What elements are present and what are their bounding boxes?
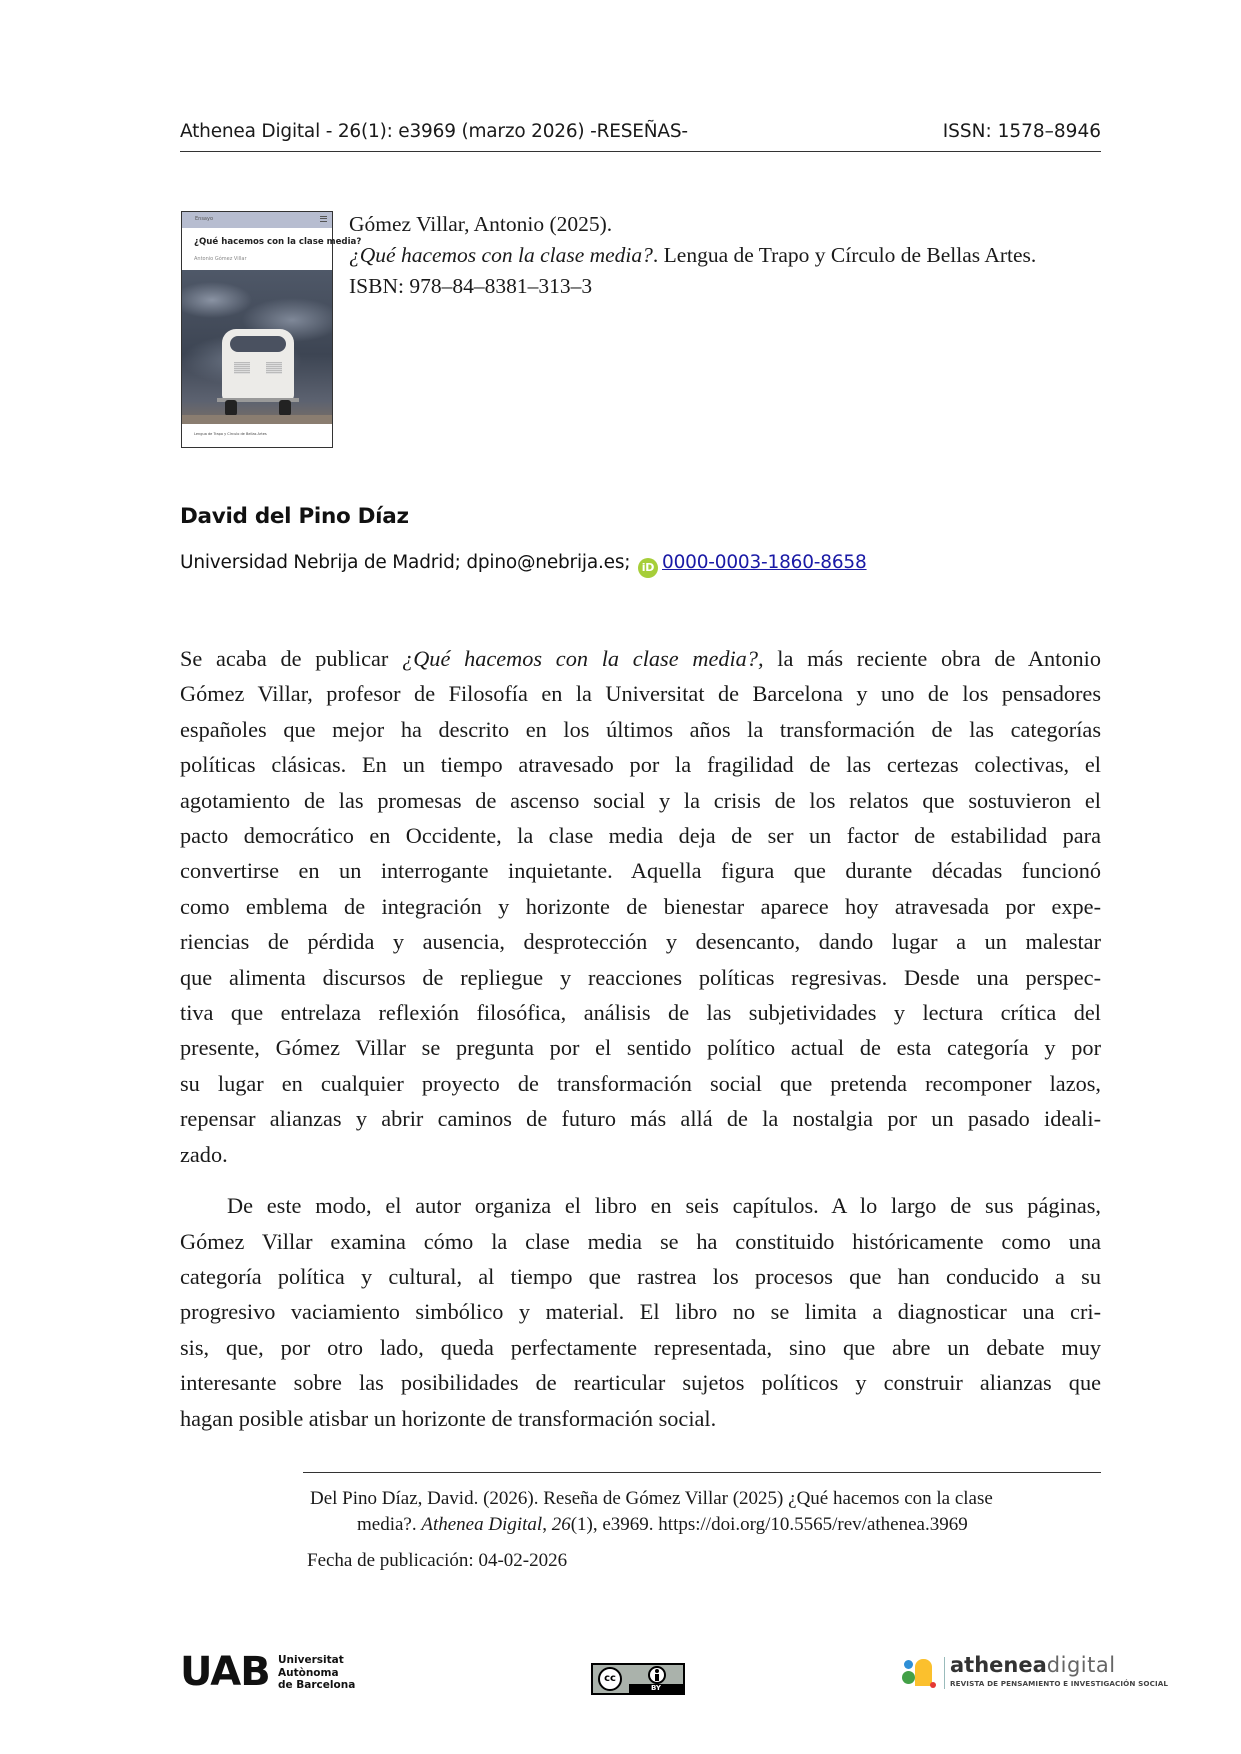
book-cover-image	[181, 211, 362, 448]
header-divider	[180, 151, 1101, 152]
publication-date: Fecha de publicación: 04-02-2026	[307, 1550, 568, 1571]
running-head	[180, 121, 1101, 151]
orcid-icon: iD	[638, 558, 658, 578]
text-line: presente, Gómez Villar se pregunta por el sentido político actual de esta categoría y por	[180, 1035, 1101, 1061]
text-line: Gómez Villar, profesor de Filosofía en la Universitat de Barcelona y uno de los pensadores	[180, 681, 1101, 707]
wordmark-light: digital	[1046, 1653, 1116, 1677]
reviewer-affiliation	[180, 552, 867, 578]
book-title-inline: ¿Qué hacemos con la clase media?,	[402, 646, 764, 671]
text-line: hagan posible atisbar un horizonte de transformación social.	[180, 1405, 717, 1431]
text-line	[180, 641, 1101, 676]
book-title-line	[349, 240, 1036, 271]
issn-label: ISSN: 1578–8946	[942, 121, 1101, 142]
book-author-year: Gómez Villar, Antonio (2025).	[349, 212, 613, 236]
volume-number: 26	[551, 1514, 571, 1535]
logo-dot-red	[930, 1682, 936, 1688]
affiliation-text: Universidad Nebrija de Madrid; dpino@nebrija.es;	[180, 552, 636, 573]
text-line: como emblema de integración y horizonte de bienestar aparece hoy atravesada por expe-	[180, 893, 1101, 919]
journal-issue-label: Athenea Digital - 26(1): e3969 (marzo 2026) -RESEÑAS-	[180, 121, 688, 142]
cover-car-grill	[266, 362, 282, 374]
text-run: ,	[542, 1514, 552, 1535]
uab-logo-mark: UAB	[180, 1649, 270, 1695]
text-line: progresivo vaciamiento simbólico y material. El libro no se limita a diagnosticar una cri-	[180, 1299, 1101, 1325]
wordmark-bold: athenea	[950, 1653, 1047, 1677]
uab-line: Autònoma	[278, 1666, 339, 1679]
logo-dot-blue	[904, 1660, 913, 1669]
logo-letter-a-shape	[915, 1659, 932, 1686]
text-run: la más reciente obra de Antonio	[763, 646, 1101, 671]
uab-logo-text	[278, 1654, 355, 1692]
cover-car-wheel	[225, 400, 237, 416]
cover-publisher: Lengua de Trapo y Círculo de Bellas Artes	[194, 432, 267, 436]
text-line: riencias de pérdida y ausencia, desprotección y desencanto, dando lugar a un malestar	[180, 929, 1101, 955]
cover-road	[182, 415, 332, 424]
footnote-divider	[303, 1472, 1101, 1473]
text-run: media?.	[357, 1514, 422, 1535]
text-line: políticas clásicas. En un tiempo atravesado por la fragilidad de las certezas colectivas, el	[180, 752, 1101, 778]
attribution-person-icon	[648, 1666, 666, 1684]
text-line: convertirse en un interrogante inquietante. Aquella figura que durante décadas funcionó	[180, 858, 1101, 884]
text-line: De este modo, el autor organiza el libro en seis capítulos. A lo largo de sus páginas,	[227, 1193, 1101, 1219]
bibliographic-reference	[349, 209, 1036, 302]
text-line: que alimenta discursos de repliegue y reacciones políticas regresivas. Desde una perspec-	[180, 964, 1101, 990]
citation-line: Del Pino Díaz, David. (2026). Reseña de Gómez Villar (2025) ¿Qué hacemos con la clase	[310, 1488, 993, 1509]
uab-line: de Barcelona	[278, 1679, 356, 1691]
paragraph-1	[180, 641, 1101, 1172]
cover-car-wheel	[279, 400, 291, 416]
cover-menu-icon	[320, 216, 327, 222]
by-label: BY	[629, 1684, 683, 1693]
citation-line	[310, 1512, 1090, 1538]
text-run: Se acaba de publicar	[180, 646, 403, 671]
text-line: españoles que mejor ha descrito en los últimos años la transformación de las categorías	[180, 716, 1101, 742]
cover-car-window	[230, 336, 286, 352]
book-publisher: . Lengua de Trapo y Círculo de Bellas Artes.	[652, 243, 1037, 267]
athenea-digital-logo	[898, 1653, 1169, 1695]
logo-dot-green	[902, 1671, 915, 1684]
text-line: categoría política y cultural, al tiempo que rastrea los procesos que han conducido a su	[180, 1263, 1101, 1289]
cover-car-grill	[234, 362, 250, 374]
cover-series-label: Ensayo	[195, 216, 214, 222]
text-line: su lugar en cualquier proyecto de transformación social que pretenda recomponer lazos,	[180, 1070, 1101, 1096]
cover-author: Antonio Gómez Villar	[194, 256, 247, 262]
cc-by-license-badge[interactable]	[591, 1663, 685, 1695]
text-line: repensar alianzas y abrir caminos de futuro más allá de la nostalgia por un pasado ideali-	[180, 1106, 1101, 1132]
cover-title: ¿Qué hacemos con la clase media?	[194, 237, 362, 247]
text-line: tiva que entrelaza reflexión filosófica, análisis de las subjetividades y lectura crítica del	[180, 1000, 1101, 1026]
athenea-tagline: REVISTA DE PENSAMIENTO E INVESTIGACIÓN SOCIAL	[950, 1679, 1169, 1688]
citation-block	[310, 1486, 1090, 1538]
paragraph-2	[180, 1188, 1101, 1436]
journal-name: Athenea Digital	[421, 1514, 543, 1535]
text-line: Gómez Villar examina cómo la clase media se ha constituido históricamente como una	[180, 1228, 1101, 1254]
text-line: interesante sobre las posibilidades de rearticular sujetos políticos y construir alianzas que	[180, 1370, 1101, 1396]
reviewer-name: David del Pino Díaz	[180, 504, 409, 529]
book-title: ¿Qué hacemos con la clase media?	[349, 243, 653, 267]
text-line: zado.	[180, 1141, 228, 1167]
uab-line: Universitat	[278, 1654, 344, 1666]
doi-text: (1), e3969. https://doi.org/10.5565/rev/athenea.3969	[570, 1514, 968, 1535]
text-line: agotamiento de las promesas de ascenso social y la crisis de los relatos que sostuvieron el	[180, 787, 1101, 813]
logo-separator	[944, 1657, 945, 1689]
orcid-link[interactable]: 0000-0003-1860-8658	[662, 552, 867, 573]
athenea-wordmark	[950, 1653, 1116, 1677]
text-line: pacto democrático en Occidente, la clase media deja de ser un factor de estabilidad para	[180, 823, 1101, 849]
review-body	[180, 641, 1101, 1436]
text-line: sis, que, por otro lado, queda perfectamente representada, sino que abre un debate muy	[180, 1334, 1101, 1360]
book-isbn: ISBN: 978–84–8381–313–3	[349, 274, 593, 298]
creative-commons-icon: cc	[598, 1667, 622, 1691]
